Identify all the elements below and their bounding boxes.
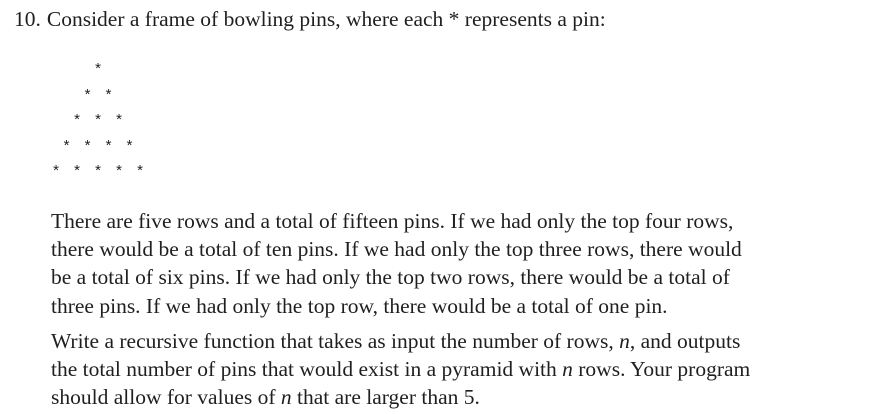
task-text: that are larger than 5.	[291, 385, 480, 410]
task-paragraph	[51, 327, 831, 412]
pin-asterisk: *	[116, 111, 122, 128]
pin-asterisk: *	[95, 60, 101, 77]
pin-asterisk: *	[74, 111, 80, 128]
explanation-line: there would be a total of ten pins. If we had only the top three rows, there would	[51, 237, 742, 262]
pin-asterisk: *	[95, 162, 101, 179]
pin-asterisk: *	[116, 162, 122, 179]
variable-n: n	[619, 329, 630, 353]
task-line	[51, 327, 831, 355]
pin-asterisk: *	[126, 136, 133, 154]
pin-asterisk: *	[105, 85, 112, 103]
task-line	[51, 355, 831, 383]
explanation-line: There are five rows and a total of fifteen pins. If we had only the top four rows,	[51, 209, 734, 233]
explanation-paragraph	[51, 207, 831, 320]
variable-n: n	[562, 357, 573, 382]
explanation-line: be a total of six pins. If we had only the top two rows, there would be a total of	[51, 265, 730, 290]
task-line	[51, 383, 831, 411]
task-text: , and outputs	[629, 329, 741, 353]
task-text: the total number of pins that would exist in a pyramid with	[51, 357, 563, 382]
pin-asterisk: *	[95, 111, 101, 128]
question-prompt: Consider a frame of bowling pins, where each * represents a pin:	[46, 7, 606, 31]
pin-asterisk: *	[84, 85, 91, 103]
pin-asterisk: *	[84, 136, 91, 154]
pin-asterisk: *	[53, 162, 59, 179]
pin-asterisk: *	[105, 136, 112, 154]
pin-asterisk: *	[74, 162, 80, 179]
question-number: 10.	[14, 7, 41, 31]
explanation-line: three pins. If we had only the top row, there would be a total of one pin.	[51, 293, 668, 318]
bowling-pin-pyramid	[0, 0, 200, 200]
pin-asterisk: *	[63, 136, 70, 154]
task-text: should allow for values of	[51, 385, 281, 410]
task-text: rows. Your program	[572, 357, 751, 382]
task-text: Write a recursive function that takes as input the number of rows,	[51, 329, 620, 353]
pin-asterisk: *	[137, 162, 143, 179]
variable-n: n	[280, 385, 292, 410]
